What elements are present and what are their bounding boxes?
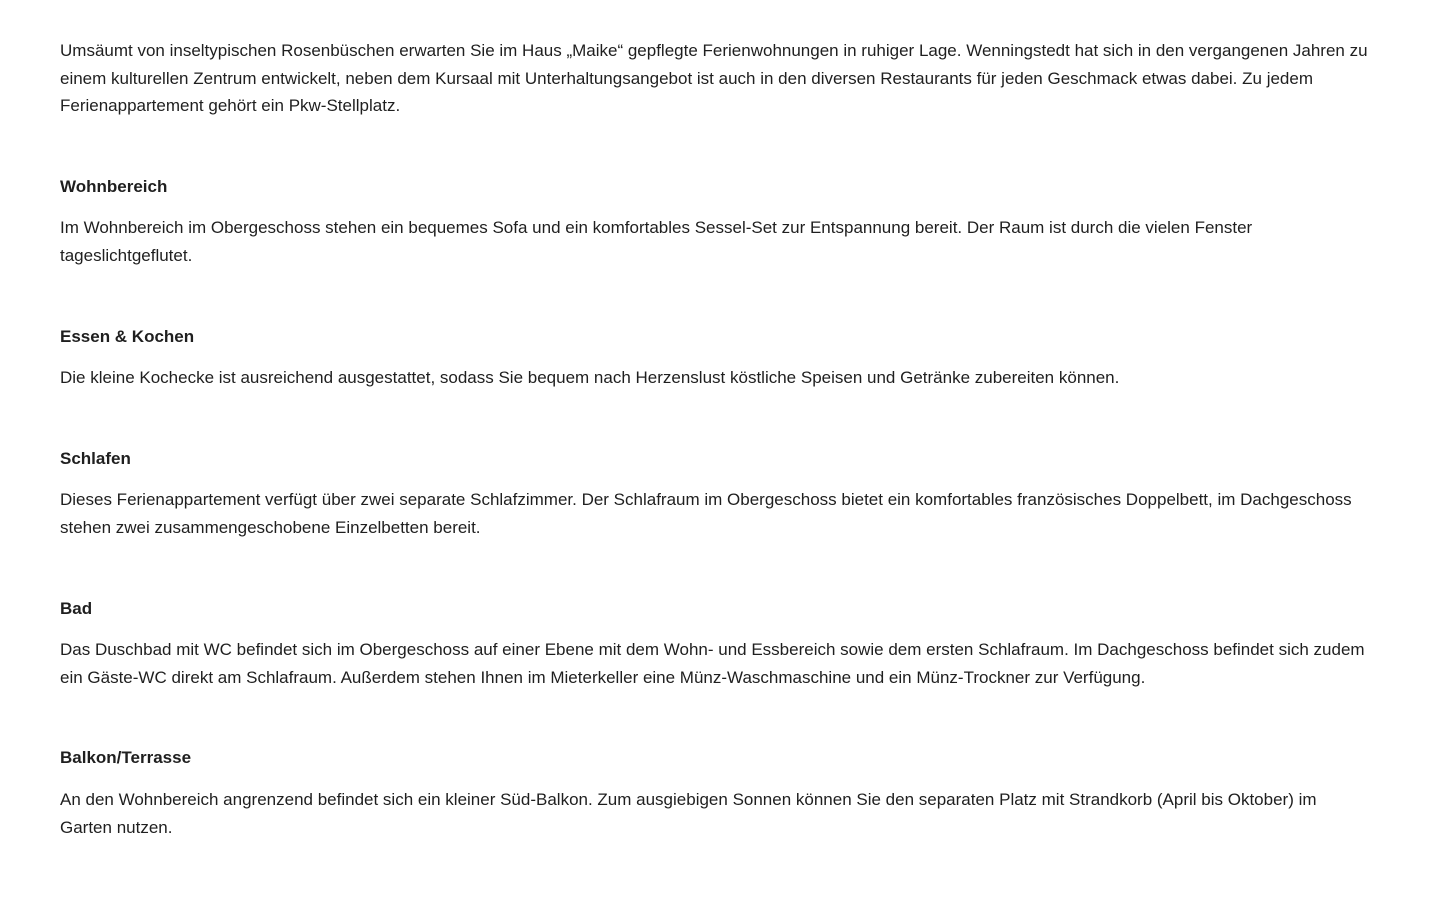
section-heading-bad: Bad xyxy=(60,598,93,618)
section-schlafen xyxy=(60,445,1370,542)
section-balkon-terrasse xyxy=(60,744,1370,841)
section-essen-kochen xyxy=(60,323,1370,392)
section-paragraph-essen-kochen: Die kleine Kochecke ist ausreichend ausgestattet, sodass Sie bequem nach Herzenslust köstliche Speisen und Getränke zubereiten können. xyxy=(60,368,1120,388)
section-heading-essen-kochen: Essen & Kochen xyxy=(60,326,195,346)
section-paragraph-wohnbereich: Im Wohnbereich im Obergeschoss stehen ein bequemes Sofa und ein komfortables Sessel-Set zur Entspannung bereit. Der Raum ist durch die vielen Fenster tageslichtgeflutet. xyxy=(60,218,1253,265)
section-heading-wohnbereich: Wohnbereich xyxy=(60,176,168,196)
section-paragraph-schlafen: Dieses Ferienappartement verfügt über zwei separate Schlafzimmer. Der Schlafraum im Obergeschoss bietet ein komfortables französisches Doppelbett, im Dachgeschoss stehen zwei zusammengeschobene Einzelbetten bereit. xyxy=(60,490,1352,537)
section-heading-balkon-terrasse: Balkon/Terrasse xyxy=(60,748,192,768)
section-paragraph-bad: Das Duschbad mit WC befindet sich im Obergeschoss auf einer Ebene mit dem Wohn- und Essbereich sowie dem ersten Schlafraum. Im Dachgeschoss befindet sich zudem ein Gäste-WC direkt am Schlafraum. Außerdem stehen Ihnen im Mieterkeller eine Münz-Waschmaschine und ein Münz-Trockner zur Verfügung. xyxy=(60,640,1365,687)
section-heading-schlafen: Schlafen xyxy=(60,448,131,468)
intro-paragraph: Umsäumt von inseltypischen Rosenbüschen erwarten Sie im Haus „Maike“ gepflegte Ferienwohnungen in ruhiger Lage. Wenningstedt hat sich in den vergangenen Jahren zu einem kulturellen Zentrum entwickelt, neben dem Kursaal mit Unterhaltungsangebot ist auch in den diversen Restaurants für jeden Geschmack etwas dabei. Zu jedem Ferienappartement gehört ein Pkw-Stellplatz. xyxy=(60,41,1368,116)
section-paragraph-balkon-terrasse: An den Wohnbereich angrenzend befindet sich ein kleiner Süd-Balkon. Zum ausgiebigen Sonnen können Sie den separaten Platz mit Strandkorb (April bis Oktober) im Garten nutzen. xyxy=(60,789,1317,837)
section-bad xyxy=(60,595,1370,692)
section-wohnbereich xyxy=(60,173,1370,270)
